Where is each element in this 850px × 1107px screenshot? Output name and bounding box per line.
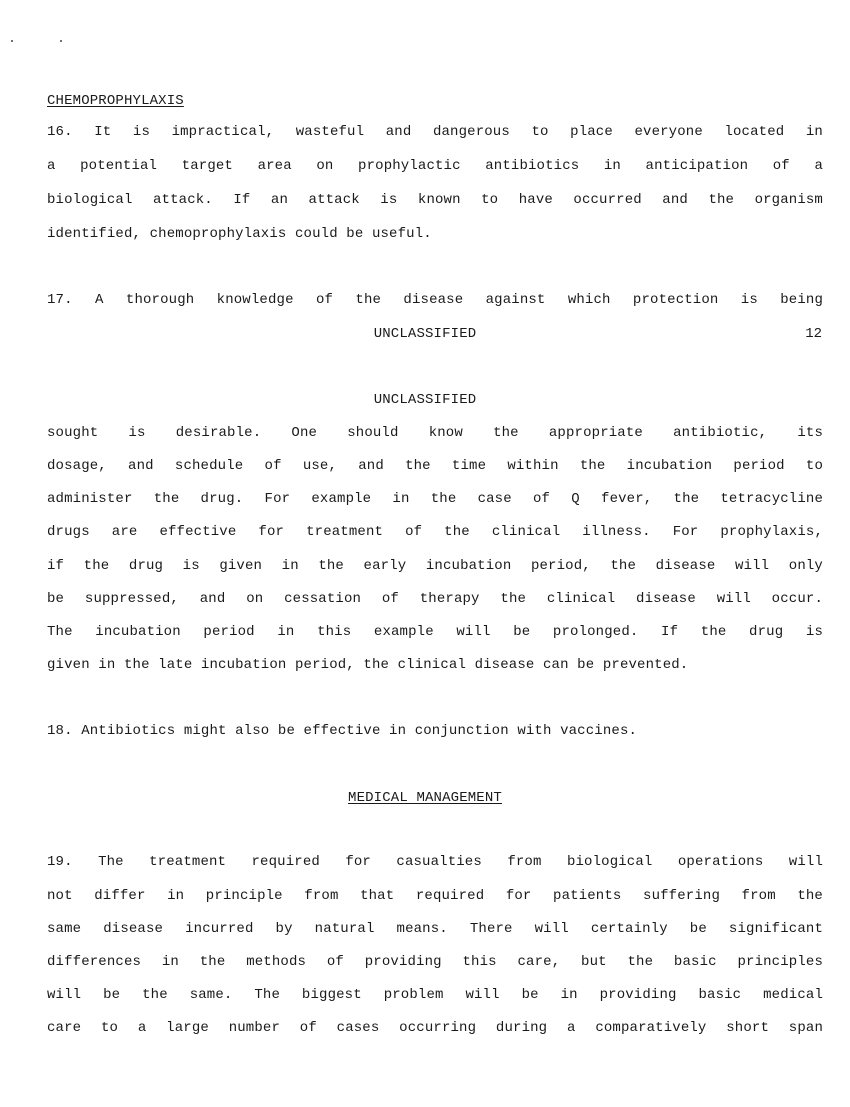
paragraph-19-line-5: will be the same. The biggest problem will be in providing basic medical (47, 987, 823, 1003)
paragraph-17-line-8: The incubation period in this example will be prolonged. If the drug is (47, 624, 823, 640)
paragraph-17-line-2: sought is desirable. One should know the appropriate antibiotic, its (47, 425, 823, 441)
medical-management-heading-text: MEDICAL MANAGEMENT (348, 790, 502, 806)
paragraph-16-line-3: biological attack. If an attack is known to have occurred and the organism (47, 192, 823, 208)
paragraph-17-line-5: drugs are effective for treatment of the clinical illness. For prophylaxis, (47, 524, 823, 540)
section-heading-medical-management (0, 789, 850, 807)
scan-speck (60, 40, 62, 42)
paragraph-17-line-7: be suppressed, and on cessation of therapy the clinical disease will occur. (47, 591, 823, 607)
paragraph-17-line-3: dosage, and schedule of use, and the time within the incubation period to (47, 458, 823, 474)
footer-classification: UNCLASSIFIED (373, 326, 477, 342)
paragraph-17-line-4: administer the drug. For example in the case of Q fever, the tetracycline (47, 491, 823, 507)
paragraph-16-line-2: a potential target area on prophylactic antibiotics in anticipation of a (47, 158, 823, 174)
scan-speck (11, 40, 13, 42)
page-number: 12 (805, 326, 822, 342)
paragraph-17-line-6: if the drug is given in the early incubation period, the disease will only (47, 558, 823, 574)
paragraph-19-line-1: 19. The treatment required for casualties from biological operations will (47, 854, 823, 870)
paragraph-19-line-4: differences in the methods of providing this care, but the basic principles (47, 954, 823, 970)
paragraph-16-line-4: identified, chemoprophylaxis could be useful. (47, 226, 432, 242)
paragraph-17-line-1: 17. A thorough knowledge of the disease against which protection is being (47, 292, 823, 308)
paragraph-19-line-6: care to a large number of cases occurring during a comparatively short span (47, 1020, 823, 1036)
paragraph-19-line-2: not differ in principle from that required for patients suffering from the (47, 888, 823, 904)
paragraph-18: 18. Antibiotics might also be effective in conjunction with vaccines. (47, 723, 638, 739)
header-classification: UNCLASSIFIED (373, 392, 477, 408)
paragraph-19-line-3: same disease incurred by natural means. There will certainly be significant (47, 921, 823, 937)
paragraph-16-line-1: 16. It is impractical, wasteful and dangerous to place everyone located in (47, 124, 823, 140)
section-heading-chemoprophylaxis: CHEMOPROPHYLAXIS (47, 93, 184, 109)
paragraph-17-line-9: given in the late incubation period, the clinical disease can be prevented. (47, 657, 689, 673)
